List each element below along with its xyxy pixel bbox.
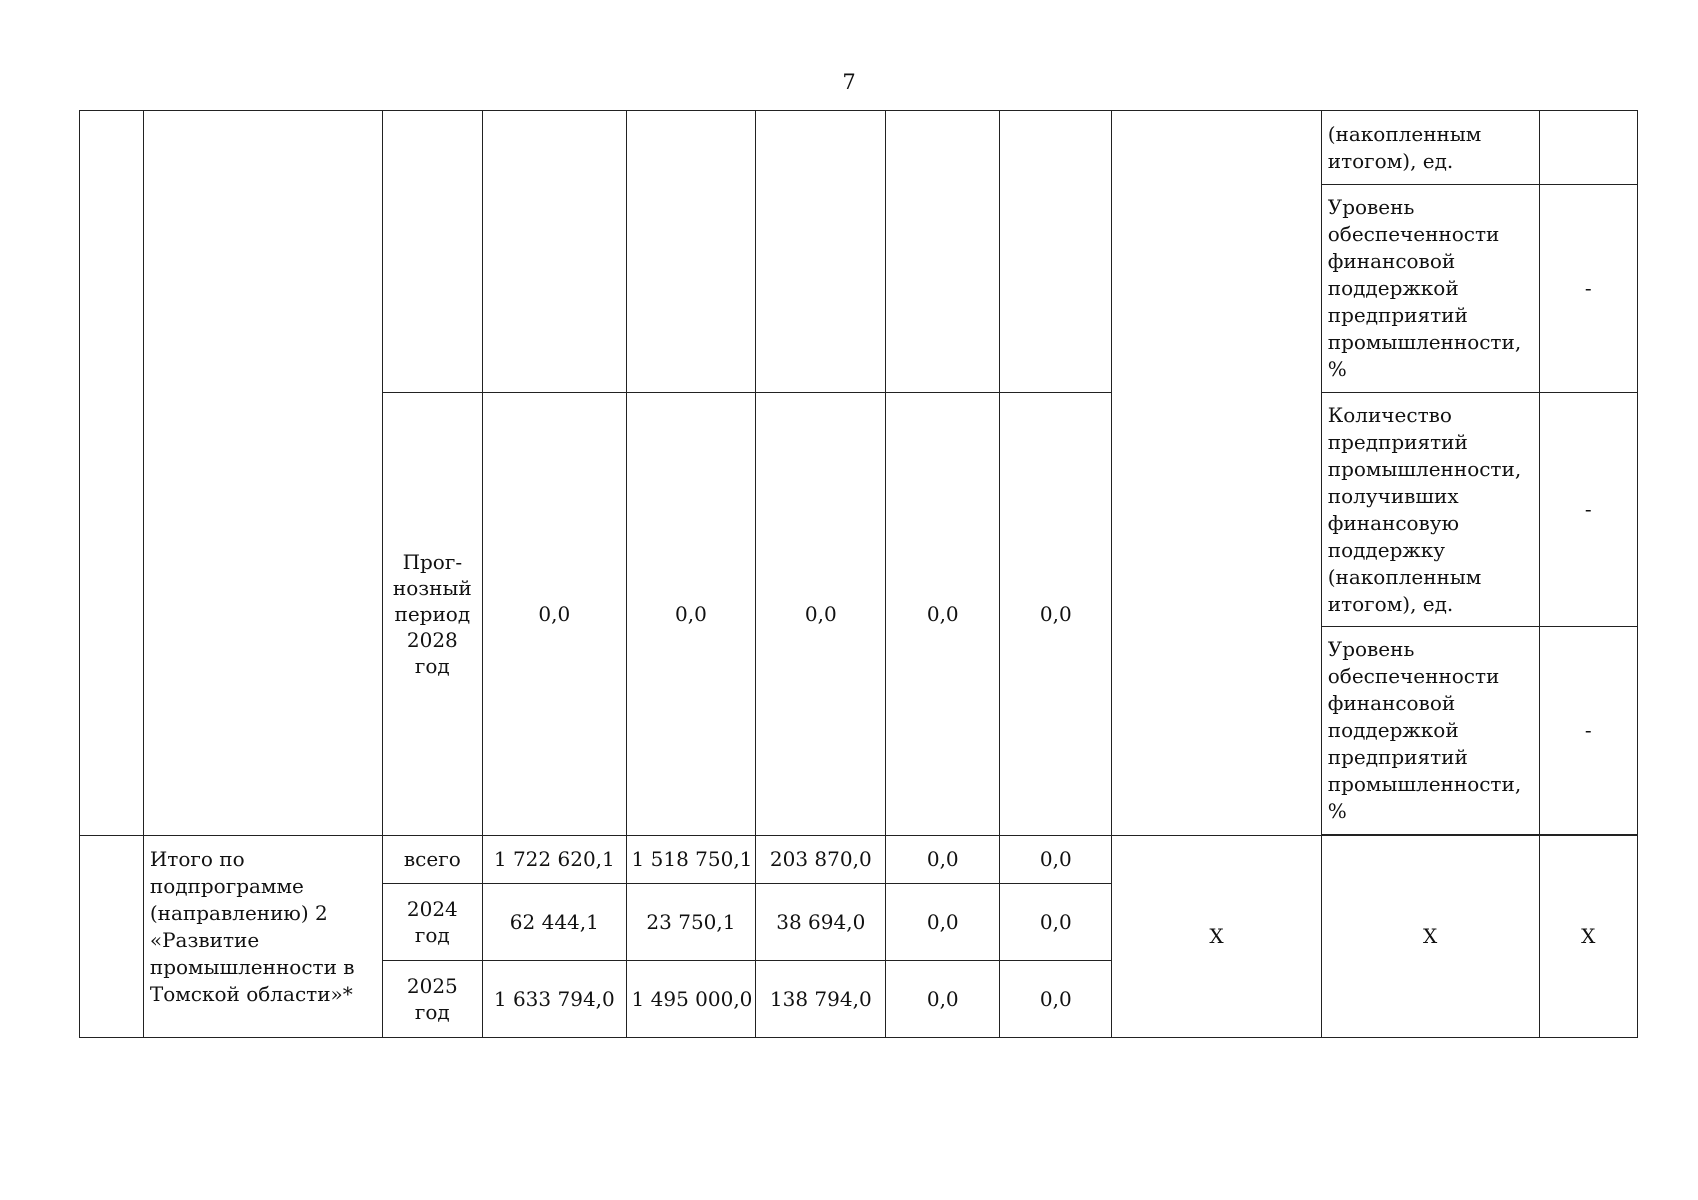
number-cell	[80, 111, 144, 836]
federal-cell: 23 750,1	[626, 884, 756, 961]
participant-cell: X	[1112, 836, 1321, 1038]
total-cell: 1 722 620,1	[483, 836, 626, 884]
indicator-name: Уровень обеспеченности финансовой поддержкой предприятий промышленности, %	[1321, 185, 1539, 393]
summary-title: Итого по подпрограмме (направлению) 2 «Развитие промышленности в Томской области»*	[143, 836, 382, 1038]
period-cell	[382, 111, 483, 393]
regional-cell	[756, 111, 886, 393]
indicator-value: -	[1539, 627, 1637, 835]
other-cell: 0,0	[1000, 961, 1112, 1038]
table-row	[80, 111, 1638, 185]
regional-cell: 0,0	[756, 393, 886, 836]
regional-cell: 203 870,0	[756, 836, 886, 884]
total-cell	[483, 111, 626, 393]
indicator-value	[1539, 111, 1637, 185]
total-cell: 0,0	[483, 393, 626, 836]
total-cell: 62 444,1	[483, 884, 626, 961]
local-cell: 0,0	[886, 884, 1000, 961]
participant-cell	[1112, 111, 1321, 836]
total-cell: 1 633 794,0	[483, 961, 626, 1038]
local-cell	[886, 111, 1000, 393]
indicator-value: -	[1539, 393, 1637, 627]
other-cell: 0,0	[1000, 393, 1112, 836]
period-cell: Прог-нозный период 2028 год	[382, 393, 483, 836]
page-number: 7	[842, 70, 856, 94]
indicator-name: X	[1321, 836, 1539, 1038]
regional-cell: 38 694,0	[756, 884, 886, 961]
local-cell: 0,0	[886, 393, 1000, 836]
local-cell: 0,0	[886, 961, 1000, 1038]
period-cell: 2024 год	[382, 884, 483, 961]
program-funding-table	[79, 110, 1638, 1038]
federal-cell: 0,0	[626, 393, 756, 836]
indicator-name: Количество предприятий промышленности, получивших финансовую поддержку (накопленным итогом), ед.	[1321, 393, 1539, 627]
local-cell: 0,0	[886, 836, 1000, 884]
table-row	[80, 836, 1638, 884]
other-cell: 0,0	[1000, 836, 1112, 884]
period-cell: 2025 год	[382, 961, 483, 1038]
regional-cell: 138 794,0	[756, 961, 886, 1038]
number-cell	[80, 836, 144, 1038]
indicator-name: (накопленным итогом), ед.	[1321, 111, 1539, 185]
name-cell	[143, 111, 382, 836]
other-cell: 0,0	[1000, 884, 1112, 961]
indicator-value: X	[1539, 836, 1637, 1038]
federal-cell: 1 518 750,1	[626, 836, 756, 884]
indicator-name: Уровень обеспеченности финансовой поддержкой предприятий промышленности, %	[1321, 627, 1539, 835]
other-cell	[1000, 111, 1112, 393]
indicator-value: -	[1539, 185, 1637, 393]
federal-cell: 1 495 000,0	[626, 961, 756, 1038]
period-cell: всего	[382, 836, 483, 884]
federal-cell	[626, 111, 756, 393]
